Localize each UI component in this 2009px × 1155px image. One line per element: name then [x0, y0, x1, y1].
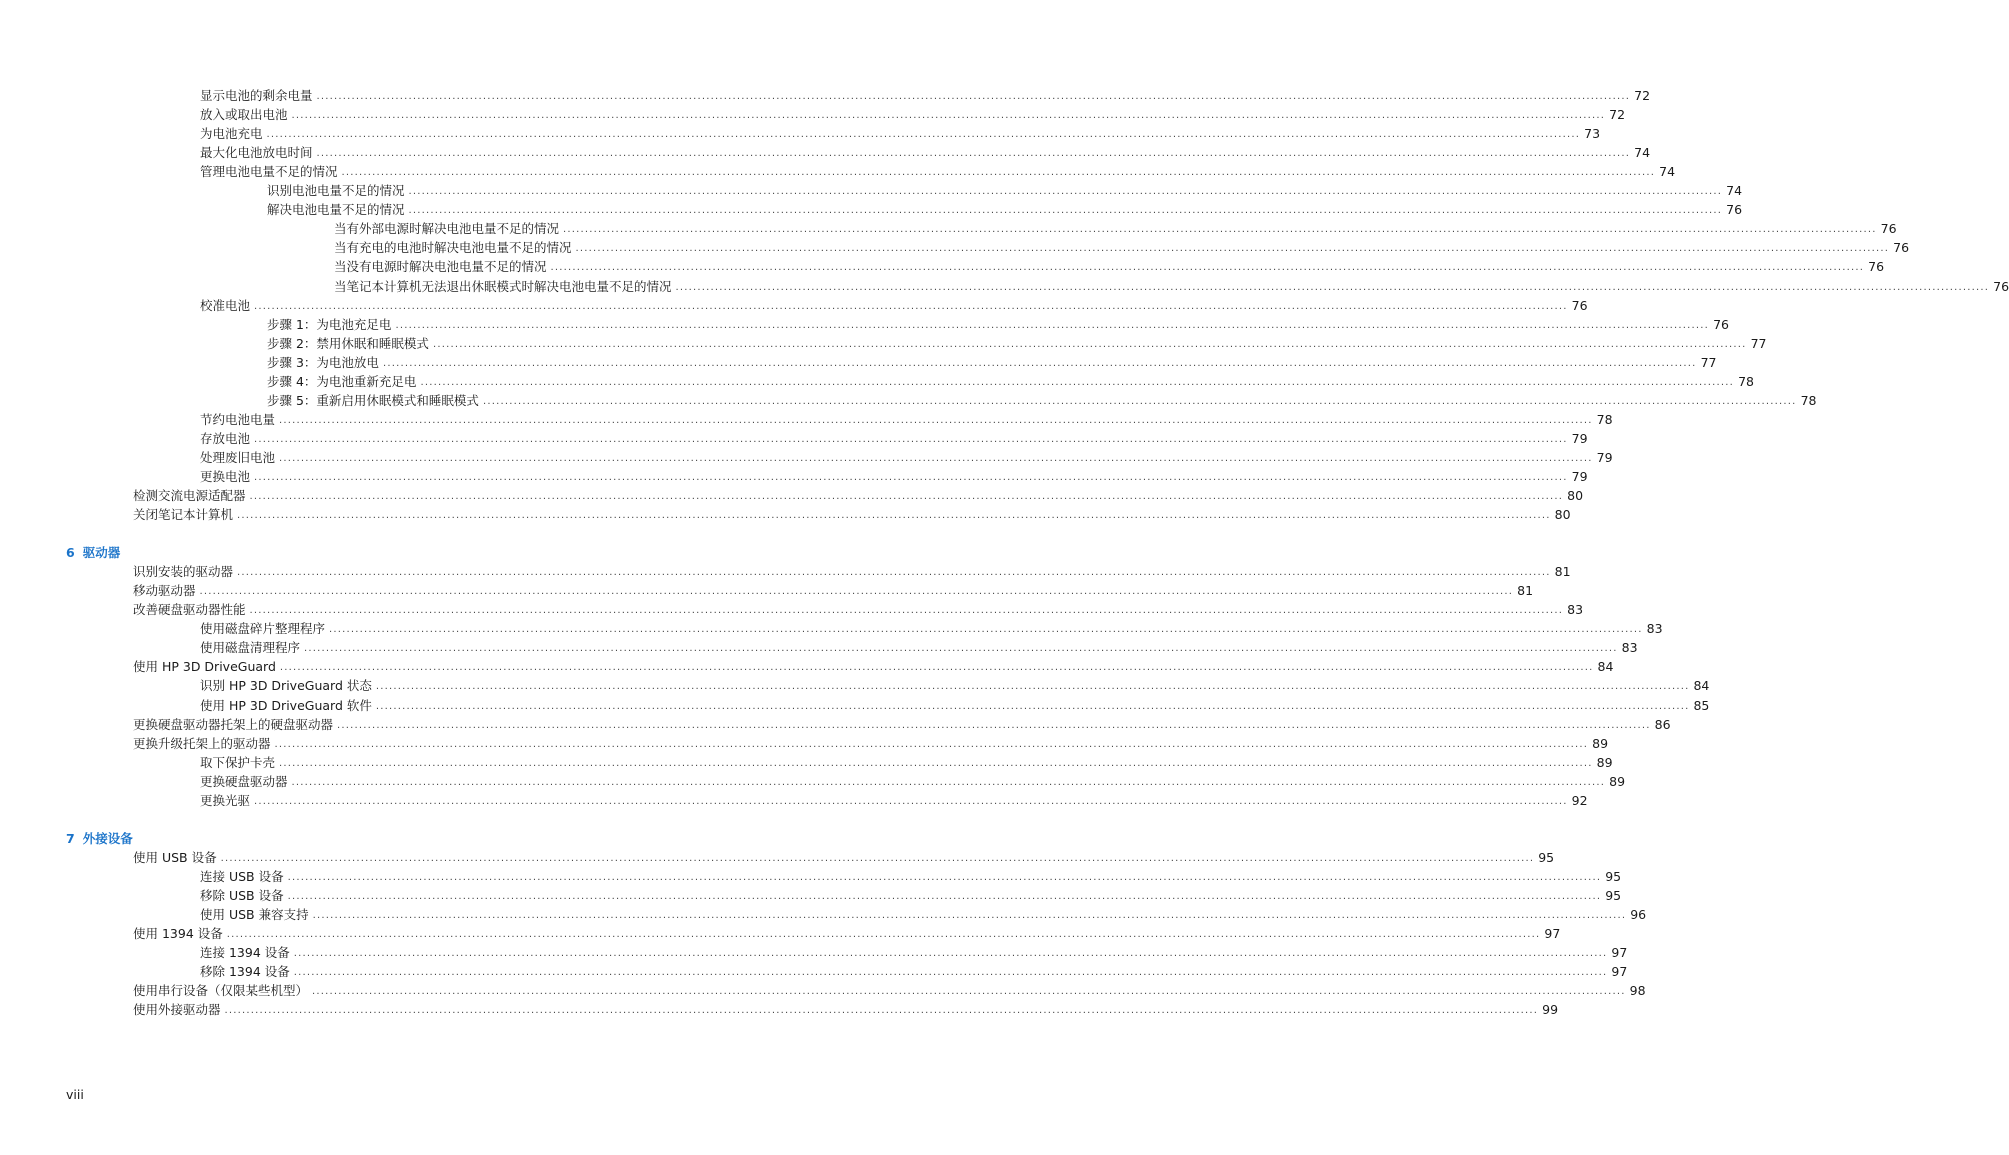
toc-entry-title[interactable]: 节约电池电量 [200, 412, 276, 427]
toc-entry-page-number[interactable]: 97 [1611, 945, 1628, 960]
toc-entry[interactable] [267, 201, 1743, 219]
toc-entry-page-number[interactable]: 97 [1611, 964, 1628, 979]
toc-entry-page-number[interactable]: 77 [1700, 355, 1717, 370]
toc-entry-page-number[interactable]: 80 [1554, 507, 1571, 522]
toc-entry-title[interactable]: 更换硬盘驱动器 [200, 774, 288, 789]
toc-entry[interactable] [133, 582, 1534, 600]
toc-entry-page-number[interactable]: 74 [1634, 145, 1651, 160]
toc-entry-title[interactable]: 连接 1394 设备 [200, 945, 290, 960]
page-number: viii [66, 1087, 84, 1102]
toc-entry[interactable] [133, 849, 1555, 867]
toc-entry-title[interactable]: 识别安装的驱动器 [133, 564, 234, 579]
toc-entry-page-number[interactable]: 76 [1713, 317, 1729, 332]
toc-entry-page-number[interactable]: 83 [1621, 640, 1638, 655]
dot-leader: ............................................................................................................................................................................................................................................................................................................ [550, 262, 1865, 273]
toc-entry[interactable] [200, 677, 1710, 695]
dot-leader: ............................................................................................................................................................................................................................................................................................................ [432, 339, 1747, 350]
chapter-number: 7 [66, 831, 75, 846]
toc-entry-title[interactable]: 检测交流电源适配器 [133, 488, 246, 503]
toc-entry-page-number[interactable]: 89 [1596, 755, 1613, 770]
toc-entry-title[interactable]: 步骤 4：为电池重新充足电 [267, 374, 417, 389]
toc-entry[interactable] [267, 354, 1717, 372]
toc-entry-page-number[interactable]: 78 [1738, 374, 1754, 389]
toc-entry[interactable] [334, 278, 2009, 296]
toc-entry-title[interactable]: 步骤 3：为电池放电 [267, 355, 379, 370]
toc-entry-title[interactable]: 当有外部电源时解决电池电量不足的情况 [334, 221, 560, 236]
dot-leader: ............................................................................................................................................................................................................................................................................................................ [254, 472, 1568, 483]
toc-entry[interactable] [267, 182, 1743, 200]
toc-entry-page-number[interactable]: 84 [1597, 659, 1614, 674]
toc-entry[interactable] [133, 563, 1571, 581]
dot-leader: ............................................................................................................................................................................................................................................................................................................ [199, 586, 1514, 597]
toc-entry-page-number[interactable]: 97 [1544, 926, 1561, 941]
toc-entry-page-number[interactable]: 81 [1554, 564, 1571, 579]
toc-entry-title[interactable]: 取下保护卡壳 [200, 755, 276, 770]
toc-entry[interactable] [133, 925, 1561, 943]
toc-entry-page-number[interactable]: 83 [1567, 602, 1584, 617]
dot-leader: ............................................................................................................................................................................................................................................................................................................ [341, 167, 1656, 178]
toc-entry[interactable] [334, 258, 1885, 276]
toc-entry-page-number[interactable]: 83 [1646, 621, 1663, 636]
toc-entry-title[interactable]: 处理废旧电池 [200, 450, 276, 465]
toc-entry[interactable] [200, 697, 1710, 715]
toc-entry-page-number[interactable]: 76 [1868, 259, 1885, 274]
toc-entry-page-number[interactable]: 74 [1659, 164, 1676, 179]
dot-leader: ............................................................................................................................................................................................................................................................................................................ [249, 605, 1564, 616]
toc-entry-page-number[interactable]: 73 [1584, 126, 1601, 141]
dot-leader: ............................................................................................................................................................................................................................................................................................................ [237, 567, 1551, 578]
toc-entry[interactable] [200, 639, 1638, 657]
dot-leader: ............................................................................................................................................................................................................................................................................................................ [254, 301, 1568, 312]
toc-entry-title[interactable]: 解决电池电量不足的情况 [267, 202, 405, 217]
dot-leader: ............................................................................................................................................................................................................................................................................................................ [293, 948, 1608, 959]
toc-entry-title[interactable]: 改善硬盘驱动器性能 [133, 602, 246, 617]
toc-entry-title[interactable]: 更换电池 [200, 469, 251, 484]
toc-entry-title[interactable]: 使用 USB 设备 [133, 850, 217, 865]
dot-leader: ............................................................................................................................................................................................................................................................................................................ [337, 720, 1651, 731]
toc-entry-title[interactable]: 更换光驱 [200, 793, 251, 808]
toc-entry[interactable] [267, 373, 1754, 391]
dot-leader: ............................................................................................................................................................................................................................................................................................................ [675, 282, 1990, 293]
toc-entry[interactable] [200, 773, 1626, 791]
toc-entry-page-number[interactable]: 95 [1538, 850, 1555, 865]
toc-entry-title[interactable]: 最大化电池放电时间 [200, 145, 313, 160]
dot-leader: ............................................................................................................................................................................................................................................................................................................ [420, 377, 1735, 388]
dot-leader: ............................................................................................................................................................................................................................................................................................................ [279, 453, 1593, 464]
toc-entry-title[interactable]: 关闭笔记本计算机 [133, 507, 234, 522]
toc-entry-title[interactable]: 识别 HP 3D DriveGuard 状态 [200, 678, 372, 693]
toc-entry-page-number[interactable]: 76 [1880, 221, 1897, 236]
dot-leader: ............................................................................................................................................................................................................................................................................................................ [291, 777, 1606, 788]
toc-entry-page-number[interactable]: 79 [1571, 431, 1588, 446]
toc-entry-title[interactable]: 使用外接驱动器 [133, 1002, 221, 1017]
toc-entry-page-number[interactable]: 98 [1629, 983, 1646, 998]
toc-entry[interactable] [200, 792, 1588, 810]
dot-leader: ............................................................................................................................................................................................................................................................................................................ [395, 320, 1710, 331]
toc-entry[interactable] [133, 487, 1584, 505]
toc-entry-title[interactable]: 使用 HP 3D DriveGuard 软件 [200, 698, 372, 713]
toc-entry[interactable] [200, 963, 1628, 981]
toc-entry[interactable] [334, 239, 1910, 257]
toc-entry[interactable] [200, 297, 1588, 315]
toc-entry-title[interactable]: 更换升级托架上的驱动器 [133, 736, 271, 751]
toc-entry[interactable] [267, 392, 1817, 410]
dot-leader: ............................................................................................................................................................................................................................................................................................................ [254, 434, 1568, 445]
toc-entry[interactable] [133, 735, 1609, 753]
toc-entry[interactable] [200, 468, 1588, 486]
dot-leader: ............................................................................................................................................................................................................................................................................................................ [224, 1005, 1539, 1016]
toc-entry-page-number[interactable]: 77 [1750, 336, 1767, 351]
toc-entry[interactable] [200, 887, 1622, 905]
dot-leader: ............................................................................................................................................................................................................................................................................................................ [220, 853, 1535, 864]
toc-entry-page-number[interactable]: 76 [1726, 202, 1743, 217]
dot-leader: ............................................................................................................................................................................................................................................................................................................ [312, 986, 1626, 997]
toc-entry-page-number[interactable]: 81 [1517, 583, 1534, 598]
dot-leader: ............................................................................................................................................................................................................................................................................................................ [563, 224, 1877, 235]
toc-entry-title[interactable]: 为电池充电 [200, 126, 263, 141]
toc-entry[interactable] [200, 430, 1588, 448]
toc-entry-title[interactable]: 使用磁盘碎片整理程序 [200, 621, 326, 636]
toc-entry-title[interactable]: 识别电池电量不足的情况 [267, 183, 405, 198]
toc-entry-page-number[interactable]: 78 [1800, 393, 1817, 408]
toc-entry-page-number[interactable]: 92 [1571, 793, 1588, 808]
toc-entry[interactable] [200, 449, 1613, 467]
chapter-number: 6 [66, 545, 75, 560]
toc-entry-page-number[interactable]: 89 [1609, 774, 1626, 789]
toc-entry-title[interactable]: 步骤 1：为电池充足电 [267, 317, 392, 332]
dot-leader: ............................................................................................................................................................................................................................................................................................................ [316, 148, 1631, 159]
toc-entry-page-number[interactable]: 84 [1693, 678, 1710, 693]
dot-leader: ............................................................................................................................................................................................................................................................................................................ [279, 415, 1593, 426]
toc-entry-title[interactable]: 移除 USB 设备 [200, 888, 284, 903]
dot-leader: ............................................................................................................................................................................................................................................................................................................ [287, 891, 1602, 902]
toc-entry-title[interactable]: 当笔记本计算机无法退出休眠模式时解决电池电量不足的情况 [334, 279, 672, 294]
dot-leader: ............................................................................................................................................................................................................................................................................................................ [274, 739, 1589, 750]
toc-entry[interactable] [200, 411, 1613, 429]
toc-entry[interactable] [133, 601, 1584, 619]
dot-leader: ............................................................................................................................................................................................................................................................................................................ [279, 662, 1594, 673]
toc-entry[interactable] [200, 87, 1651, 105]
toc-entry[interactable] [200, 906, 1647, 924]
chapter-title: 外接设备 [82, 831, 133, 846]
dot-leader: ............................................................................................................................................................................................................................................................................................................ [316, 91, 1631, 102]
chapter-heading-7[interactable] [66, 830, 133, 848]
dot-leader: ............................................................................................................................................................................................................................................................................................................ [482, 396, 1797, 407]
toc-entry-page-number[interactable]: 85 [1693, 698, 1710, 713]
toc-entry[interactable] [200, 944, 1628, 962]
toc-entry[interactable] [200, 125, 1601, 143]
toc-entry-page-number[interactable]: 74 [1726, 183, 1743, 198]
toc-entry-title[interactable]: 当有充电的电池时解决电池电量不足的情况 [334, 240, 572, 255]
toc-entry-page-number[interactable]: 95 [1605, 888, 1622, 903]
toc-entry-page-number[interactable]: 76 [1993, 279, 2009, 294]
dot-leader: ............................................................................................................................................................................................................................................................................................................ [575, 243, 1890, 254]
toc-entry-page-number[interactable]: 80 [1567, 488, 1584, 503]
dot-leader: ............................................................................................................................................................................................................................................................................................................ [312, 910, 1627, 921]
toc-entry-title[interactable]: 显示电池的剩余电量 [200, 88, 313, 103]
toc-entry-page-number[interactable]: 76 [1571, 298, 1588, 313]
toc-entry-page-number[interactable]: 76 [1893, 240, 1910, 255]
toc-entry-title[interactable]: 移动驱动器 [133, 583, 196, 598]
dot-leader: ............................................................................................................................................................................................................................................................................................................ [375, 701, 1690, 712]
toc-entry[interactable] [334, 220, 1897, 238]
toc-entry-title[interactable]: 步骤 2：禁用休眠和睡眠模式 [267, 336, 429, 351]
toc-entry-page-number[interactable]: 95 [1605, 869, 1622, 884]
dot-leader: ............................................................................................................................................................................................................................................................................................................ [382, 358, 1697, 369]
toc-entry-title[interactable]: 使用 USB 兼容支持 [200, 907, 309, 922]
toc-entry-page-number[interactable]: 96 [1630, 907, 1647, 922]
dot-leader: ............................................................................................................................................................................................................................................................................................................ [226, 929, 1541, 940]
toc-entry-page-number[interactable]: 89 [1592, 736, 1609, 751]
dot-leader: ............................................................................................................................................................................................................................................................................................................ [287, 872, 1602, 883]
dot-leader: ............................................................................................................................................................................................................................................................................................................ [329, 624, 1643, 635]
toc-entry-title[interactable]: 放入或取出电池 [200, 107, 288, 122]
toc-entry-title[interactable]: 连接 USB 设备 [200, 869, 284, 884]
toc-entry[interactable] [133, 716, 1671, 734]
toc-entry-title[interactable]: 使用 HP 3D DriveGuard [133, 659, 276, 674]
toc-entry-page-number[interactable]: 72 [1634, 88, 1651, 103]
toc-entry-title[interactable]: 更换硬盘驱动器托架上的硬盘驱动器 [133, 717, 334, 732]
toc-entry-title[interactable]: 存放电池 [200, 431, 251, 446]
toc-entry[interactable] [200, 106, 1626, 124]
dot-leader: ............................................................................................................................................................................................................................................................................................................ [249, 491, 1564, 502]
toc-entry-title[interactable]: 使用串行设备（仅限某些机型） [133, 983, 309, 998]
toc-entry[interactable] [133, 1001, 1559, 1019]
dot-leader: ............................................................................................................................................................................................................................................................................................................ [237, 510, 1551, 521]
toc-entry[interactable] [267, 335, 1767, 353]
dot-leader: ............................................................................................................................................................................................................................................................................................................ [291, 110, 1606, 121]
toc-entry-page-number[interactable]: 86 [1654, 717, 1671, 732]
toc-entry-page-number[interactable]: 78 [1596, 412, 1613, 427]
toc-entry-title[interactable]: 管理电池电量不足的情况 [200, 164, 338, 179]
toc-entry-page-number[interactable]: 99 [1542, 1002, 1559, 1017]
dot-leader: ............................................................................................................................................................................................................................................................................................................ [266, 129, 1581, 140]
toc-entry-title[interactable]: 步骤 5：重新启用休眠模式和睡眠模式 [267, 393, 479, 408]
toc-entry-title[interactable]: 校准电池 [200, 298, 251, 313]
dot-leader: ............................................................................................................................................................................................................................................................................................................ [293, 967, 1608, 978]
toc-entry[interactable] [200, 144, 1651, 162]
dot-leader: ............................................................................................................................................................................................................................................................................................................ [375, 681, 1690, 692]
toc-entry-title[interactable]: 使用 1394 设备 [133, 926, 223, 941]
toc-entry[interactable] [267, 316, 1729, 334]
dot-leader: ............................................................................................................................................................................................................................................................................................................ [304, 643, 1618, 654]
toc-entry[interactable] [200, 868, 1622, 886]
toc-entry-title[interactable]: 当没有电源时解决电池电量不足的情况 [334, 259, 547, 274]
dot-leader: ............................................................................................................................................................................................................................................................................................................ [408, 205, 1723, 216]
dot-leader: ............................................................................................................................................................................................................................................................................................................ [279, 758, 1593, 769]
toc-entry[interactable] [133, 658, 1614, 676]
toc-entry-title[interactable]: 使用磁盘清理程序 [200, 640, 301, 655]
toc-entry-page-number[interactable]: 72 [1609, 107, 1626, 122]
toc-entry[interactable] [133, 982, 1646, 1000]
dot-leader: ............................................................................................................................................................................................................................................................................................................ [408, 186, 1723, 197]
chapter-title: 驱动器 [82, 545, 121, 560]
dot-leader: ............................................................................................................................................................................................................................................................................................................ [254, 796, 1568, 807]
toc-entry-page-number[interactable]: 79 [1571, 469, 1588, 484]
chapter-heading-6[interactable] [66, 544, 120, 562]
toc-entry[interactable] [200, 620, 1663, 638]
toc-entry[interactable] [133, 506, 1571, 524]
toc-entry-title[interactable]: 移除 1394 设备 [200, 964, 290, 979]
toc-entry-page-number[interactable]: 79 [1596, 450, 1613, 465]
toc-entry[interactable] [200, 754, 1613, 772]
toc-entry[interactable] [200, 163, 1676, 181]
